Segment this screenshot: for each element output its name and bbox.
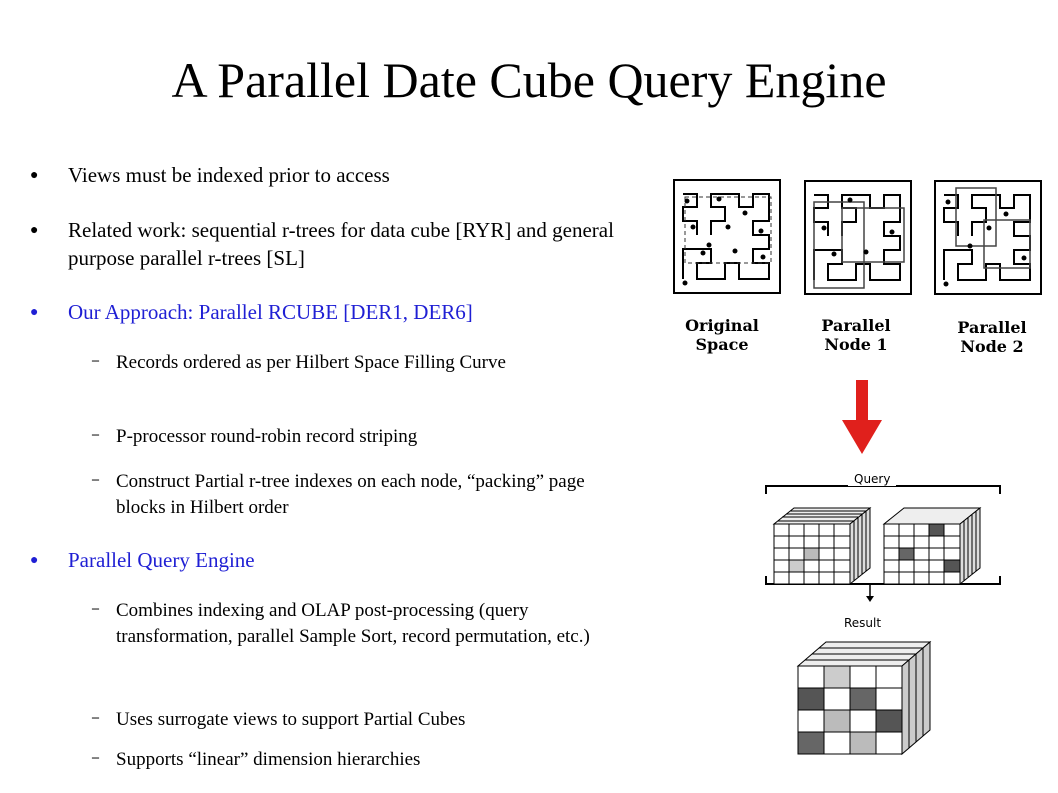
hilbert-parallel-node-1-figure (804, 180, 914, 298)
down-arrow-icon (840, 380, 884, 456)
bullet-text-views-indexed: Views must be indexed prior to access (68, 163, 390, 187)
sub-bullet-hilbert-order: Records ordered as per Hilbert Space Filling Curve (116, 352, 506, 373)
figure-area (660, 170, 1058, 793)
sub-bullet-dash: – (92, 427, 99, 442)
sub-bullet-surrogate-views: Uses surrogate views to support Partial Cubes (116, 709, 466, 730)
label-parallel-node-2: Parallel Node 2 (957, 318, 1027, 356)
hilbert-parallel-node-2-figure (934, 180, 1044, 298)
sub-bullet-dash: – (92, 353, 99, 368)
bullet-text-related-work: Related work: sequential r-trees for data cube [RYR] and general purpose parallel r-trees [SL] (68, 218, 614, 270)
bullet-dot: ● (30, 553, 39, 568)
label-original-space: Original Space (685, 316, 759, 354)
sub-bullet-striping: P-processor round-robin record striping (116, 426, 418, 447)
sub-bullet-partial-rtree: Construct Partial r-tree indexes on each node, “packing” page blocks in Hilbert order (116, 471, 585, 518)
sub-bullet-dash: – (92, 710, 99, 725)
sub-bullet-dash: – (92, 472, 99, 487)
slide-title: A Parallel Date Cube Query Engine (171, 52, 887, 108)
query-cube-1 (772, 502, 872, 586)
sub-bullet-dimension-hierarchies: Supports “linear” dimension hierarchies (116, 749, 421, 770)
bullet-text-our-approach: Our Approach: Parallel RCUBE [DER1, DER6] (68, 300, 473, 324)
result-label: Result (844, 616, 882, 630)
hilbert-original-space-figure (673, 179, 783, 297)
sub-bullet-dash: – (92, 750, 99, 765)
query-label: Query (848, 472, 896, 486)
result-cube (796, 636, 932, 756)
sub-bullet-dash: – (92, 601, 99, 616)
bullet-dot: ● (30, 223, 39, 238)
sub-bullet-olap-processing: Combines indexing and OLAP post-processing (query transformation, parallel Sample Sort, record permutation, etc.) (116, 600, 590, 647)
bullet-dot: ● (30, 168, 39, 183)
label-parallel-node-1: Parallel Node 1 (821, 316, 891, 354)
query-cube-2 (882, 502, 982, 586)
bullet-dot: ● (30, 305, 39, 320)
bullet-text-query-engine: Parallel Query Engine (68, 548, 255, 572)
